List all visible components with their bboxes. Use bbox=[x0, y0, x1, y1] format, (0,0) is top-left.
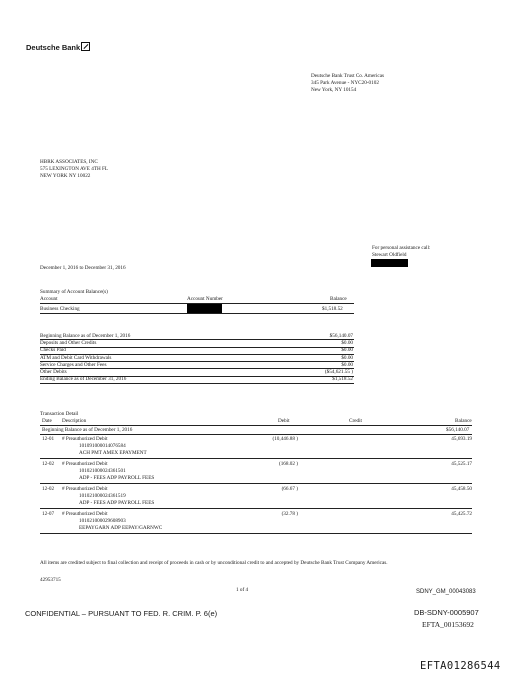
tx-balance: 45,425.72 bbox=[451, 511, 472, 517]
tx-reference: 101021000024361519 bbox=[79, 493, 126, 499]
tx-row-rule bbox=[40, 533, 472, 534]
balance-line-label: Other Debits bbox=[40, 369, 67, 375]
balance-line-label: ATM and Debit Card Withdrawals bbox=[40, 354, 112, 361]
tx-header-date: Date bbox=[42, 418, 52, 424]
tx-header-rule bbox=[40, 425, 472, 426]
page-number: 1 of 4 bbox=[236, 587, 249, 593]
tx-balance: 45,458.50 bbox=[451, 486, 472, 492]
bank-logo-text: Deutsche Bank bbox=[26, 43, 81, 52]
tx-row-rule bbox=[40, 508, 472, 509]
tx-description: # Preauthorized Debit bbox=[62, 461, 108, 467]
summary-header-account: Account bbox=[40, 296, 58, 302]
summary-account-balance: $1,518.52 bbox=[322, 306, 343, 312]
tx-header-debit: Debit bbox=[278, 418, 290, 424]
assistance-label: For personal assistance call: bbox=[372, 245, 431, 251]
customer-address-line1: 575 LEXINGTON AVE 4TH FL bbox=[40, 166, 109, 172]
tx-beginning-balance: $56,140.07 bbox=[446, 427, 470, 433]
tx-date: 12-02 bbox=[42, 486, 55, 492]
tx-description: # Preauthorized Debit bbox=[62, 486, 108, 492]
balance-line-label: Deposits and Other Credits bbox=[40, 340, 97, 347]
tx-header-credit: Credit bbox=[349, 418, 362, 424]
redaction-box bbox=[371, 259, 408, 267]
summary-bottom-rule bbox=[40, 313, 354, 314]
balance-line-value: $56,140.07 bbox=[329, 333, 353, 339]
balance-line-value: ($54,621.55 ) bbox=[324, 369, 353, 375]
tx-header-balance: Balance bbox=[455, 418, 472, 424]
tx-debit: (168.02 ) bbox=[278, 461, 298, 467]
balance-line-value: $1,518.52 bbox=[332, 376, 353, 383]
balance-line-value: $0.00 bbox=[341, 354, 353, 361]
bank-address-line2: New York, NY 10154 bbox=[311, 87, 357, 93]
tx-beginning-label: Beginning Balance as of December 1, 2016 bbox=[42, 427, 133, 433]
summary-header-number: Account Number bbox=[187, 296, 223, 302]
balance-line-label: Checks Paid bbox=[40, 347, 66, 354]
tx-payee: ADP - FEES ADP PAYROLL FEES bbox=[79, 500, 155, 506]
tx-reference: 101021000024361501 bbox=[79, 468, 126, 474]
db-id: DB-SDNY-0005907 bbox=[414, 608, 479, 617]
tx-date: 12-01 bbox=[42, 436, 55, 442]
efta-small: EFTA_00153692 bbox=[422, 620, 474, 629]
bank-name: Deutsche Bank Trust Co. Americas bbox=[311, 73, 385, 79]
balance-line-value: $0.00 bbox=[341, 347, 353, 354]
balance-line-rule bbox=[40, 383, 354, 384]
tx-payee: ACH PMT AMEX EPAYMENT bbox=[79, 450, 147, 456]
balance-line-label: Ending Balance as of December 31, 2016 bbox=[40, 376, 127, 383]
tx-beginning-rule bbox=[40, 434, 472, 435]
summary-account-name: Business Checking bbox=[40, 306, 80, 312]
confidential-notice: CONFIDENTIAL – PURSUANT TO FED. R. CRIM. P. 6(e) bbox=[25, 609, 218, 618]
tx-description: # Preauthorized Debit bbox=[62, 436, 108, 442]
tx-debit: (66.67 ) bbox=[281, 486, 298, 492]
statement-period: December 1, 2016 to December 31, 2016 bbox=[40, 265, 126, 271]
tx-debit: (32.78 ) bbox=[281, 511, 298, 517]
tx-payee: ADP - FEES ADP PAYROLL FEES bbox=[79, 475, 155, 481]
statement-code: 42953715 bbox=[40, 577, 61, 583]
balance-line-value: $0.00 bbox=[341, 361, 353, 368]
tx-date: 12-07 bbox=[42, 511, 55, 517]
balance-line-value: $0.00 bbox=[341, 340, 353, 347]
tx-date: 12-02 bbox=[42, 461, 55, 467]
balance-line-label: Beginning Balance as of December 1, 2016 bbox=[40, 333, 131, 339]
tx-row-rule bbox=[40, 458, 472, 459]
transactions-title: Transaction Detail bbox=[40, 411, 79, 417]
redaction-box bbox=[187, 304, 222, 313]
tx-description: # Preauthorized Debit bbox=[62, 511, 108, 517]
bates-number: SDNY_GM_00043083 bbox=[416, 589, 476, 595]
assistance-contact: Stewart Oldfield bbox=[372, 252, 407, 258]
tx-debit: (10,446.88 ) bbox=[272, 436, 298, 442]
customer-name: HBRK ASSOCIATES, INC bbox=[40, 159, 98, 165]
customer-address-line2: NEW YORK NY 10022 bbox=[40, 173, 91, 179]
balance-line-label: Service Charges and Other Fees bbox=[40, 361, 107, 368]
disclaimer: All items are credited subject to final collection and receipt of proceeds in cash or by unconditional credit to and accepted by Deutsche Bank Trust Company Americas. bbox=[40, 560, 388, 566]
summary-header-balance: Balance bbox=[330, 296, 347, 302]
bank-address-line1: 345 Park Avenue - NYC20-0102 bbox=[311, 80, 379, 86]
tx-balance: 45,693.19 bbox=[451, 436, 472, 442]
summary-title: Summary of Account Balance(s) bbox=[40, 289, 108, 295]
tx-reference: 101021000029608903 bbox=[79, 518, 126, 524]
tx-reference: 101091000014076584 bbox=[79, 443, 126, 449]
tx-header-description: Description bbox=[62, 418, 87, 424]
tx-row-rule bbox=[40, 483, 472, 484]
efta-large: EFTA01286544 bbox=[420, 660, 501, 672]
tx-balance: 45,525.17 bbox=[451, 461, 472, 467]
tx-payee: EEPAYGARN ADP EEPAY/GARNWC bbox=[79, 525, 163, 531]
bank-logo-icon bbox=[81, 42, 90, 51]
